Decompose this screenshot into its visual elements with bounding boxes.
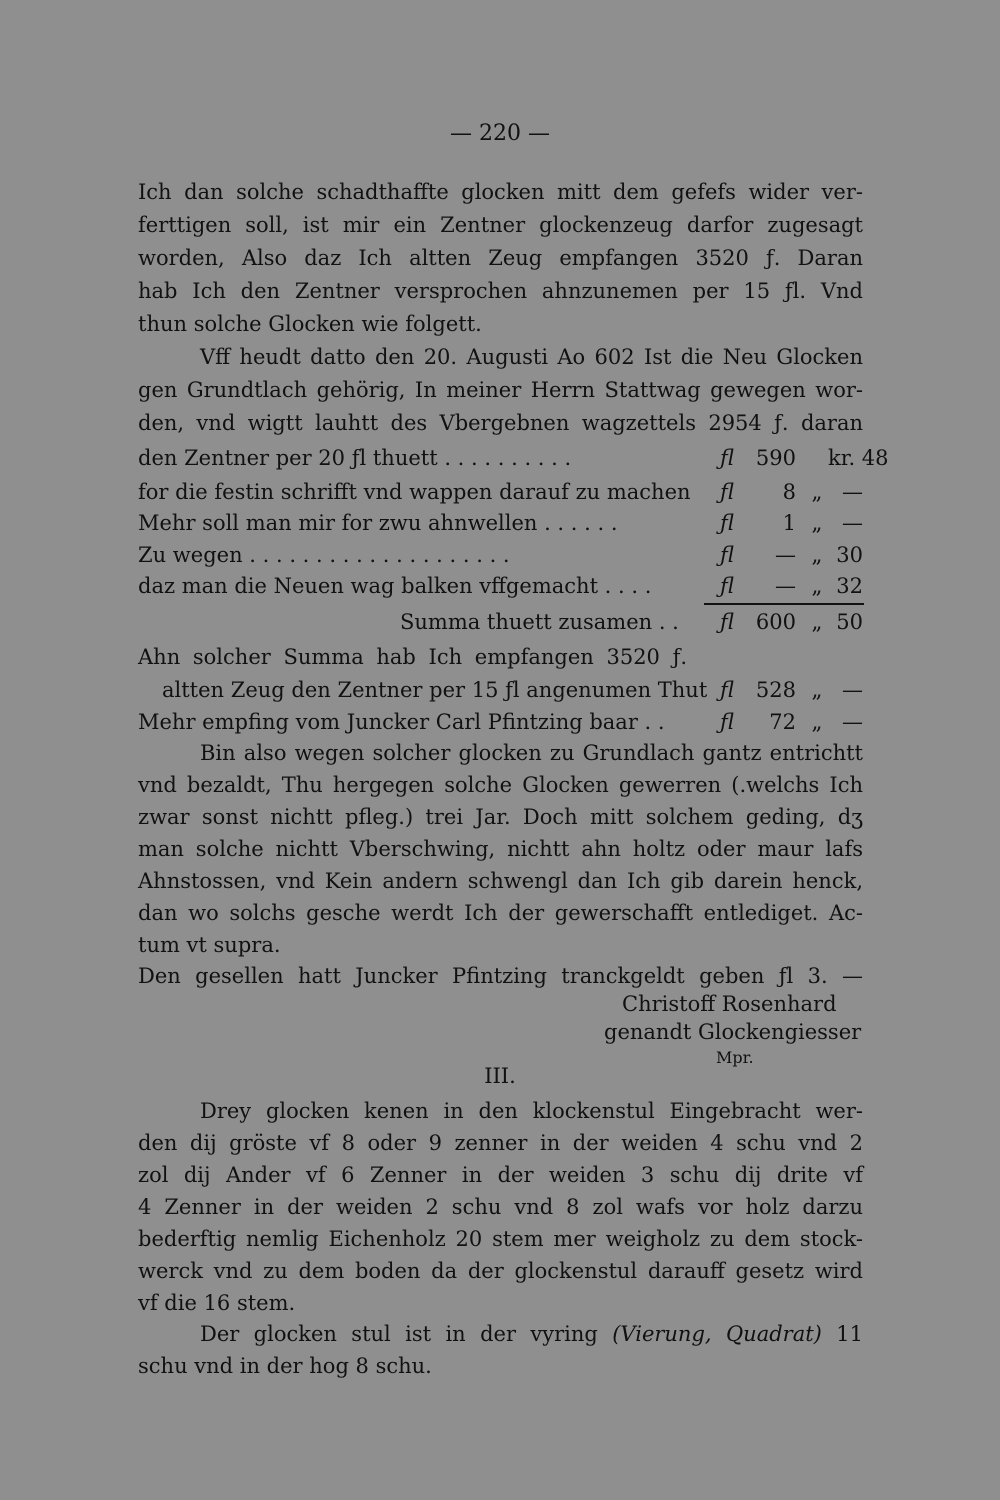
sum-rule — [704, 603, 864, 605]
account-desc: for die festin schrifft vnd wappen darauf zu machen — [138, 480, 691, 504]
signature-mpr: Mpr. — [716, 1048, 754, 1067]
text-line: Drey glocken kenen in den klockenstul Eingebracht wer- — [200, 1099, 863, 1123]
currency-symbol: ƒl — [720, 574, 735, 598]
receipt-desc: Mehr empfing vom Juncker Carl Pfintzing baar . . — [138, 710, 665, 734]
text-line: vf die 16 stem. — [138, 1291, 296, 1315]
text-line: man solche nichtt Vberschwing, nichtt ahn holtz oder maur lafs — [138, 837, 863, 861]
account-desc: Mehr soll man mir for zwu ahnwellen . . . . . . — [138, 511, 618, 535]
ditto-mark: „ — [811, 678, 823, 702]
currency-symbol: ƒl — [720, 446, 735, 470]
amount-kreuzer: — — [842, 678, 863, 702]
text-line: tum vt supra. — [138, 933, 281, 957]
amount-florin: — — [775, 574, 796, 598]
text-line: den dij gröste vf 8 oder 9 zenner in der weiden 4 schu vnd 2 — [138, 1131, 863, 1155]
currency-symbol: ƒl — [720, 610, 735, 634]
receipt-desc: altten Zeug den Zentner per 15 ƒl angenumen Thut — [162, 678, 708, 702]
amount-florin: 528 — [755, 678, 796, 702]
ditto-mark: „ — [811, 610, 823, 634]
text-line: Ich dan solche schadthaffte glocken mitt dem gefefs wider ver- — [138, 180, 863, 204]
amount-florin: 8 — [782, 480, 796, 504]
amount-florin: — — [775, 543, 796, 567]
text-line: worden, Also daz Ich altten Zeug empfangen 3520 ƒ. Daran — [138, 246, 863, 270]
text-run: 11 — [836, 1322, 863, 1346]
currency-symbol: ƒl — [720, 543, 735, 567]
account-desc: den Zentner per 20 ƒl thuett . . . . . . . . . . — [138, 446, 572, 470]
sum-florin: 600 — [755, 610, 796, 634]
amount-florin: 590 — [755, 446, 796, 470]
account-desc: daz man die Neuen wag balken vffgemacht . . . . — [138, 574, 652, 598]
ditto-mark: „ — [811, 574, 823, 598]
text-line: Ahnstossen, vnd Kein andern schwengl dan Ich gib darein henck, — [138, 869, 863, 893]
account-row — [138, 507, 863, 539]
receipt-row — [138, 706, 863, 738]
italic-gloss: (Vierung, Quadrat) — [612, 1322, 822, 1346]
text-line: zwar sonst nichtt pfleg.) trei Jar. Doch mitt solchem geding, dʒ — [138, 805, 863, 829]
account-row — [138, 539, 863, 571]
sum-kreuzer: 50 — [836, 610, 863, 634]
currency-symbol: ƒl — [720, 480, 735, 504]
currency-symbol: ƒl — [720, 511, 735, 535]
ditto-mark: „ — [811, 511, 823, 535]
text-line-mixed — [200, 1318, 863, 1350]
currency-symbol: ƒl — [720, 678, 735, 702]
page-number: — 220 — — [450, 121, 550, 146]
sum-desc: Summa thuett zusamen . . — [400, 610, 679, 634]
text-line: vnd bezaldt, Thu hergegen solche Glocken gewerren (.welchs Ich — [138, 773, 863, 797]
text-line: werck vnd zu dem boden da der glockenstul darauff gesetz wird — [138, 1259, 863, 1283]
account-row — [138, 570, 863, 602]
currency-symbol: ƒl — [720, 710, 735, 734]
text-line: hab Ich den Zentner versprochen ahnzunemen per 15 ƒl. Vnd — [138, 279, 863, 303]
amount-kreuzer: — — [842, 511, 863, 535]
receipt-row — [138, 674, 863, 706]
text-line: schu vnd in der hog 8 schu. — [138, 1354, 432, 1378]
amount-kreuzer: — — [842, 710, 863, 734]
amount-florin: 72 — [769, 710, 796, 734]
ditto-mark: „ — [811, 710, 823, 734]
amount-florin: 1 — [782, 511, 796, 535]
ditto-mark: „ — [811, 480, 823, 504]
amount-kreuzer: kr. 48 — [828, 446, 889, 470]
amount-kreuzer: — — [842, 480, 863, 504]
text-line: Vff heudt datto den 20. Augusti Ao 602 Ist die Neu Glocken — [200, 345, 863, 369]
section-heading: III. — [484, 1064, 516, 1088]
amount-kreuzer: 32 — [836, 574, 863, 598]
text-line: den, vnd wigtt lauhtt des Vbergebnen wagzettels 2954 ƒ. daran — [138, 411, 863, 435]
ditto-mark: „ — [811, 543, 823, 567]
receipt-line: Ahn solcher Summa hab Ich empfangen 3520 ƒ. — [138, 645, 688, 669]
account-row — [138, 476, 863, 508]
text-line: gen Grundtlach gehörig, In meiner Herrn Stattwag gewegen wor- — [138, 378, 863, 402]
account-desc: Zu wegen . . . . . . . . . . . . . . . . . . . . — [138, 543, 510, 567]
text-run: Der glocken stul ist in der vyring — [200, 1322, 598, 1346]
text-line: 4 Zenner in der weiden 2 schu vnd 8 zol wafs vor holz darzu — [138, 1195, 863, 1219]
text-line: thun solche Glocken wie folgett. — [138, 312, 482, 336]
text-line: dan wo solchs gesche werdt Ich der gewerschafft entlediget. Ac- — [138, 901, 863, 925]
text-line: Den gesellen hatt Juncker Pfintzing tranckgeldt geben ƒl 3. — — [138, 964, 863, 988]
signature-title: genandt Glockengiesser — [604, 1020, 862, 1044]
account-row — [138, 442, 889, 474]
signature-name: Christoff Rosenhard — [622, 992, 837, 1016]
text-line: zol dij Ander vf 6 Zenner in der weiden 3 schu dij drite vf — [138, 1163, 863, 1187]
amount-kreuzer: 30 — [836, 543, 863, 567]
text-line: ferttigen soll, ist mir ein Zentner glockenzeug darfor zugesagt — [138, 213, 863, 237]
text-line: bederftig nemlig Eichenholz 20 stem mer weigholz zu dem stock- — [138, 1227, 863, 1251]
text-line: Bin also wegen solcher glocken zu Grundlach gantz entrichtt — [200, 741, 863, 765]
sum-row — [138, 606, 863, 638]
